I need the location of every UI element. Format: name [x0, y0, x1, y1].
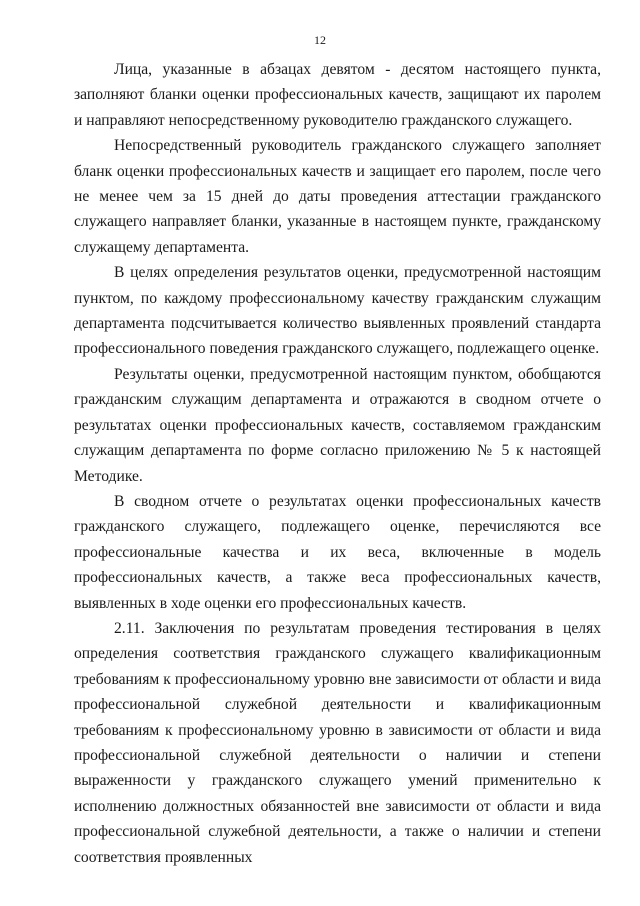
paragraph-section-2-11: 2.11. Заключения по результатам проведения тестирования в целях определения соответствия гражданского служащего квалификационным требованиям к профессиональному уровню вне зависимости от области и вида профессиональной служебной деятельности и квалификационным требованиям к профессиональному уровню в зависимости от области и вида профессиональной служебной деятельности о наличии и степени выраженности у гражданского служащего умений применительно к исполнению должностных обязанностей вне зависимости от области и вида профессиональной служебной деятельности, а также о наличии и степени соответствия проявленных — [74, 619, 601, 866]
document-body — [74, 57, 601, 870]
paragraph-summary-report: Результаты оценки, предусмотренной настоящим пунктом, обобщаются гражданским служащим департамента и отражаются в сводном отчете о результатах оценки профессиональных качеств, составляемом гражданским служащим департамента по форме согласно приложению № 5 к настоящей Методике. — [74, 365, 601, 485]
paragraph-supervisor: Непосредственный руководитель гражданского служащего заполняет бланк оценки профессиональных качеств и защищает его паролем, после чего не менее чем за 15 дней до даты проведения аттестации гражданского служащего направляет бланки, указанные в настоящем пункте, гражданскому служащему департамента. — [74, 137, 601, 256]
page-number: 12 — [314, 33, 326, 47]
paragraph-form-filling: Лица, указанные в абзацах девятом - десятом настоящего пункта, заполняют бланки оценки профессиональных качеств, защищают их паролем и направляют непосредственному руководителю гражданского служащего. — [74, 61, 601, 129]
paragraph-results-count: В целях определения результатов оценки, предусмотренной настоящим пунктом, по каждому профессиональному качеству гражданским служащим департамента подсчитывается количество выявленных проявлений стандарта профессионального поведения гражданского служащего, подлежащего оценке. — [74, 264, 601, 358]
paragraph-report-contents: В сводном отчете о результатах оценки профессиональных качеств гражданского служащего, подлежащего оценке, перечисляются все профессиональные качества и их веса, включенные в модель профессиональных качеств, а также веса профессиональных качеств, выявленных в ходе оценки его профессиональных качеств. — [74, 492, 601, 612]
